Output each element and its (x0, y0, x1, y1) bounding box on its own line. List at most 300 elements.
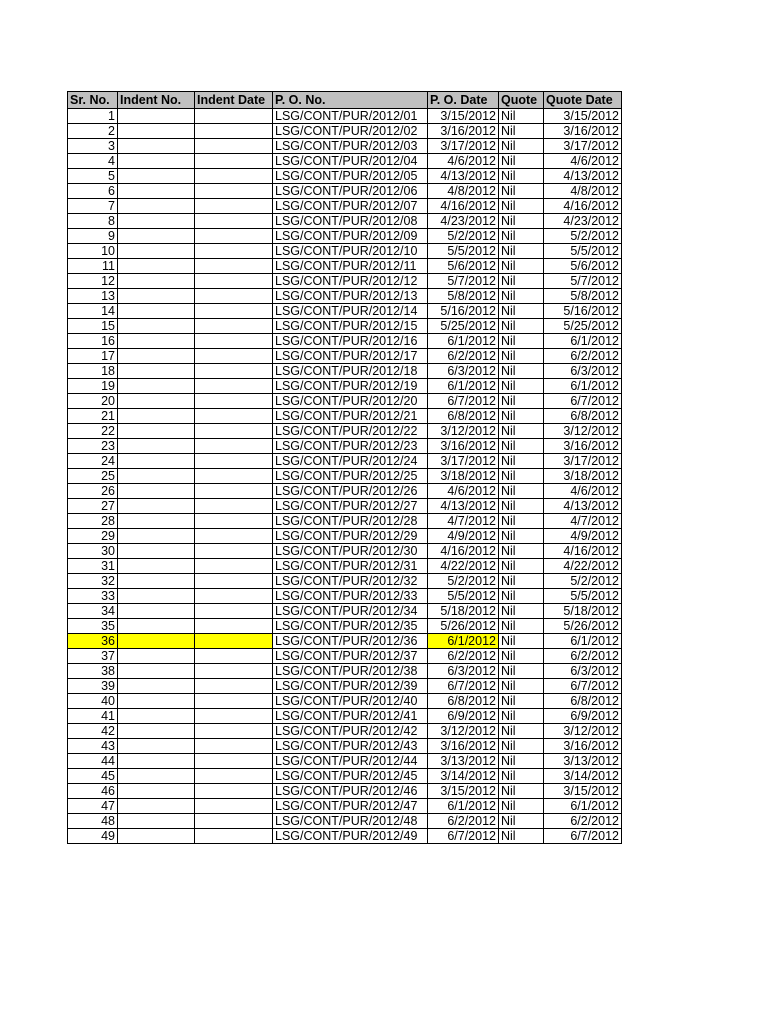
cell-sr-no[interactable]: 12 (68, 274, 118, 289)
cell-sr-no[interactable]: 43 (68, 739, 118, 754)
cell-po-date[interactable]: 3/13/2012 (428, 754, 499, 769)
cell-po-date[interactable]: 4/6/2012 (428, 154, 499, 169)
cell-sr-no[interactable]: 14 (68, 304, 118, 319)
cell-po-no[interactable]: LSG/CONT/PUR/2012/07 (273, 199, 428, 214)
cell-indent-no[interactable] (118, 709, 195, 724)
cell-indent-date[interactable] (195, 394, 273, 409)
cell-po-no[interactable]: LSG/CONT/PUR/2012/21 (273, 409, 428, 424)
cell-indent-date[interactable] (195, 499, 273, 514)
cell-indent-no[interactable] (118, 829, 195, 844)
cell-sr-no[interactable]: 24 (68, 454, 118, 469)
cell-po-no[interactable]: LSG/CONT/PUR/2012/01 (273, 109, 428, 124)
cell-indent-no[interactable] (118, 244, 195, 259)
cell-po-date[interactable]: 3/17/2012 (428, 454, 499, 469)
cell-indent-date[interactable] (195, 769, 273, 784)
cell-quote[interactable]: Nil (499, 409, 544, 424)
cell-indent-date[interactable] (195, 649, 273, 664)
cell-quote-date[interactable]: 4/16/2012 (544, 199, 622, 214)
cell-sr-no[interactable]: 17 (68, 349, 118, 364)
cell-po-no[interactable]: LSG/CONT/PUR/2012/30 (273, 544, 428, 559)
cell-po-date[interactable]: 3/16/2012 (428, 124, 499, 139)
cell-quote[interactable]: Nil (499, 334, 544, 349)
cell-indent-date[interactable] (195, 259, 273, 274)
cell-indent-date[interactable] (195, 604, 273, 619)
cell-indent-no[interactable] (118, 379, 195, 394)
cell-sr-no[interactable]: 38 (68, 664, 118, 679)
cell-po-no[interactable]: LSG/CONT/PUR/2012/03 (273, 139, 428, 154)
cell-indent-no[interactable] (118, 664, 195, 679)
cell-indent-no[interactable] (118, 334, 195, 349)
cell-quote[interactable]: Nil (499, 349, 544, 364)
cell-quote[interactable]: Nil (499, 259, 544, 274)
cell-indent-date[interactable] (195, 544, 273, 559)
cell-quote[interactable]: Nil (499, 814, 544, 829)
cell-indent-no[interactable] (118, 544, 195, 559)
cell-po-date[interactable]: 5/18/2012 (428, 604, 499, 619)
cell-po-date[interactable]: 4/8/2012 (428, 184, 499, 199)
cell-indent-no[interactable] (118, 364, 195, 379)
cell-sr-no[interactable]: 46 (68, 784, 118, 799)
cell-indent-no[interactable] (118, 574, 195, 589)
cell-sr-no[interactable]: 13 (68, 289, 118, 304)
cell-po-no[interactable]: LSG/CONT/PUR/2012/24 (273, 454, 428, 469)
cell-quote[interactable]: Nil (499, 469, 544, 484)
cell-sr-no[interactable]: 8 (68, 214, 118, 229)
cell-quote[interactable]: Nil (499, 139, 544, 154)
cell-po-no[interactable]: LSG/CONT/PUR/2012/39 (273, 679, 428, 694)
cell-indent-no[interactable] (118, 679, 195, 694)
cell-po-date[interactable]: 6/7/2012 (428, 829, 499, 844)
cell-indent-no[interactable] (118, 124, 195, 139)
cell-quote-date[interactable]: 5/5/2012 (544, 589, 622, 604)
cell-indent-no[interactable] (118, 319, 195, 334)
cell-po-no[interactable]: LSG/CONT/PUR/2012/42 (273, 724, 428, 739)
cell-quote[interactable]: Nil (499, 754, 544, 769)
cell-po-date[interactable]: 3/12/2012 (428, 424, 499, 439)
cell-quote[interactable]: Nil (499, 124, 544, 139)
cell-po-date[interactable]: 4/22/2012 (428, 559, 499, 574)
cell-indent-date[interactable] (195, 559, 273, 574)
cell-sr-no[interactable]: 5 (68, 169, 118, 184)
cell-po-no[interactable]: LSG/CONT/PUR/2012/09 (273, 229, 428, 244)
cell-indent-date[interactable] (195, 814, 273, 829)
cell-po-no[interactable]: LSG/CONT/PUR/2012/12 (273, 274, 428, 289)
cell-quote[interactable]: Nil (499, 574, 544, 589)
cell-sr-no[interactable]: 25 (68, 469, 118, 484)
cell-po-date[interactable]: 6/1/2012 (428, 334, 499, 349)
cell-po-no[interactable]: LSG/CONT/PUR/2012/29 (273, 529, 428, 544)
cell-quote-date[interactable]: 6/1/2012 (544, 634, 622, 649)
cell-quote[interactable]: Nil (499, 604, 544, 619)
cell-po-date[interactable]: 6/2/2012 (428, 349, 499, 364)
cell-quote[interactable]: Nil (499, 709, 544, 724)
cell-sr-no[interactable]: 20 (68, 394, 118, 409)
cell-po-date[interactable]: 5/6/2012 (428, 259, 499, 274)
cell-po-date[interactable]: 6/1/2012 (428, 634, 499, 649)
cell-po-date[interactable]: 4/23/2012 (428, 214, 499, 229)
cell-po-no[interactable]: LSG/CONT/PUR/2012/26 (273, 484, 428, 499)
cell-indent-no[interactable] (118, 409, 195, 424)
cell-sr-no[interactable]: 48 (68, 814, 118, 829)
cell-sr-no[interactable]: 9 (68, 229, 118, 244)
cell-quote[interactable]: Nil (499, 319, 544, 334)
cell-indent-date[interactable] (195, 199, 273, 214)
cell-po-no[interactable]: LSG/CONT/PUR/2012/35 (273, 619, 428, 634)
cell-quote[interactable]: Nil (499, 694, 544, 709)
cell-po-date[interactable]: 3/16/2012 (428, 739, 499, 754)
cell-quote[interactable]: Nil (499, 829, 544, 844)
cell-indent-date[interactable] (195, 619, 273, 634)
cell-quote[interactable]: Nil (499, 169, 544, 184)
cell-indent-date[interactable] (195, 784, 273, 799)
cell-indent-date[interactable] (195, 679, 273, 694)
cell-sr-no[interactable]: 4 (68, 154, 118, 169)
cell-po-no[interactable]: LSG/CONT/PUR/2012/44 (273, 754, 428, 769)
cell-indent-date[interactable] (195, 514, 273, 529)
cell-indent-date[interactable] (195, 124, 273, 139)
cell-indent-no[interactable] (118, 274, 195, 289)
cell-sr-no[interactable]: 21 (68, 409, 118, 424)
cell-indent-no[interactable] (118, 604, 195, 619)
cell-sr-no[interactable]: 2 (68, 124, 118, 139)
cell-indent-date[interactable] (195, 634, 273, 649)
cell-indent-no[interactable] (118, 394, 195, 409)
cell-quote-date[interactable]: 3/15/2012 (544, 109, 622, 124)
cell-quote[interactable]: Nil (499, 244, 544, 259)
cell-po-date[interactable]: 3/15/2012 (428, 784, 499, 799)
cell-indent-date[interactable] (195, 739, 273, 754)
header-po-date[interactable]: P. O. Date (428, 92, 499, 109)
cell-quote[interactable]: Nil (499, 619, 544, 634)
cell-sr-no[interactable]: 32 (68, 574, 118, 589)
cell-quote-date[interactable]: 6/8/2012 (544, 694, 622, 709)
cell-quote[interactable]: Nil (499, 679, 544, 694)
cell-quote[interactable]: Nil (499, 304, 544, 319)
cell-indent-no[interactable] (118, 499, 195, 514)
cell-po-no[interactable]: LSG/CONT/PUR/2012/32 (273, 574, 428, 589)
cell-po-date[interactable]: 5/7/2012 (428, 274, 499, 289)
cell-quote-date[interactable]: 6/7/2012 (544, 679, 622, 694)
cell-sr-no[interactable]: 42 (68, 724, 118, 739)
cell-po-no[interactable]: LSG/CONT/PUR/2012/28 (273, 514, 428, 529)
cell-indent-date[interactable] (195, 139, 273, 154)
cell-indent-no[interactable] (118, 289, 195, 304)
cell-po-no[interactable]: LSG/CONT/PUR/2012/08 (273, 214, 428, 229)
cell-po-date[interactable]: 4/7/2012 (428, 514, 499, 529)
cell-quote-date[interactable]: 6/2/2012 (544, 814, 622, 829)
cell-quote[interactable]: Nil (499, 634, 544, 649)
cell-indent-date[interactable] (195, 829, 273, 844)
cell-quote-date[interactable]: 6/1/2012 (544, 379, 622, 394)
cell-quote[interactable]: Nil (499, 499, 544, 514)
cell-po-no[interactable]: LSG/CONT/PUR/2012/18 (273, 364, 428, 379)
cell-quote-date[interactable]: 3/12/2012 (544, 424, 622, 439)
cell-po-date[interactable]: 5/5/2012 (428, 244, 499, 259)
cell-sr-no[interactable]: 33 (68, 589, 118, 604)
cell-sr-no[interactable]: 37 (68, 649, 118, 664)
cell-po-no[interactable]: LSG/CONT/PUR/2012/13 (273, 289, 428, 304)
cell-po-date[interactable]: 3/17/2012 (428, 139, 499, 154)
cell-sr-no[interactable]: 49 (68, 829, 118, 844)
cell-sr-no[interactable]: 11 (68, 259, 118, 274)
cell-quote[interactable]: Nil (499, 289, 544, 304)
cell-quote-date[interactable]: 4/13/2012 (544, 499, 622, 514)
cell-quote-date[interactable]: 6/3/2012 (544, 664, 622, 679)
cell-quote-date[interactable]: 4/13/2012 (544, 169, 622, 184)
cell-po-no[interactable]: LSG/CONT/PUR/2012/41 (273, 709, 428, 724)
cell-indent-date[interactable] (195, 484, 273, 499)
cell-quote[interactable]: Nil (499, 484, 544, 499)
cell-quote-date[interactable]: 6/7/2012 (544, 394, 622, 409)
cell-po-no[interactable]: LSG/CONT/PUR/2012/48 (273, 814, 428, 829)
cell-indent-no[interactable] (118, 214, 195, 229)
cell-po-date[interactable]: 6/8/2012 (428, 694, 499, 709)
cell-quote[interactable]: Nil (499, 559, 544, 574)
cell-po-date[interactable]: 6/7/2012 (428, 679, 499, 694)
cell-indent-date[interactable] (195, 664, 273, 679)
cell-quote[interactable]: Nil (499, 364, 544, 379)
cell-quote-date[interactable]: 4/9/2012 (544, 529, 622, 544)
cell-quote[interactable]: Nil (499, 739, 544, 754)
cell-indent-no[interactable] (118, 199, 195, 214)
cell-indent-no[interactable] (118, 259, 195, 274)
cell-indent-no[interactable] (118, 589, 195, 604)
cell-quote-date[interactable]: 5/25/2012 (544, 319, 622, 334)
cell-po-no[interactable]: LSG/CONT/PUR/2012/40 (273, 694, 428, 709)
cell-po-date[interactable]: 3/16/2012 (428, 439, 499, 454)
cell-quote[interactable]: Nil (499, 109, 544, 124)
cell-po-no[interactable]: LSG/CONT/PUR/2012/16 (273, 334, 428, 349)
cell-po-date[interactable]: 4/9/2012 (428, 529, 499, 544)
cell-po-no[interactable]: LSG/CONT/PUR/2012/04 (273, 154, 428, 169)
cell-indent-date[interactable] (195, 589, 273, 604)
cell-sr-no[interactable]: 40 (68, 694, 118, 709)
cell-indent-no[interactable] (118, 559, 195, 574)
cell-indent-date[interactable] (195, 439, 273, 454)
cell-indent-no[interactable] (118, 349, 195, 364)
cell-po-date[interactable]: 6/3/2012 (428, 364, 499, 379)
cell-po-date[interactable]: 6/8/2012 (428, 409, 499, 424)
cell-quote[interactable]: Nil (499, 784, 544, 799)
cell-quote-date[interactable]: 4/6/2012 (544, 484, 622, 499)
cell-po-date[interactable]: 4/13/2012 (428, 499, 499, 514)
cell-sr-no[interactable]: 6 (68, 184, 118, 199)
cell-indent-no[interactable] (118, 169, 195, 184)
cell-sr-no[interactable]: 35 (68, 619, 118, 634)
cell-po-no[interactable]: LSG/CONT/PUR/2012/25 (273, 469, 428, 484)
cell-indent-no[interactable] (118, 784, 195, 799)
cell-indent-no[interactable] (118, 634, 195, 649)
cell-sr-no[interactable]: 3 (68, 139, 118, 154)
cell-quote-date[interactable]: 5/7/2012 (544, 274, 622, 289)
cell-indent-no[interactable] (118, 304, 195, 319)
cell-po-no[interactable]: LSG/CONT/PUR/2012/45 (273, 769, 428, 784)
cell-po-date[interactable]: 4/16/2012 (428, 544, 499, 559)
cell-quote-date[interactable]: 3/14/2012 (544, 769, 622, 784)
cell-quote-date[interactable]: 6/9/2012 (544, 709, 622, 724)
cell-indent-date[interactable] (195, 469, 273, 484)
cell-indent-no[interactable] (118, 769, 195, 784)
cell-po-no[interactable]: LSG/CONT/PUR/2012/33 (273, 589, 428, 604)
cell-quote-date[interactable]: 4/6/2012 (544, 154, 622, 169)
cell-quote-date[interactable]: 3/17/2012 (544, 454, 622, 469)
cell-quote[interactable]: Nil (499, 229, 544, 244)
cell-po-no[interactable]: LSG/CONT/PUR/2012/27 (273, 499, 428, 514)
cell-indent-date[interactable] (195, 694, 273, 709)
cell-indent-no[interactable] (118, 619, 195, 634)
cell-po-date[interactable]: 5/2/2012 (428, 229, 499, 244)
cell-indent-no[interactable] (118, 454, 195, 469)
cell-po-no[interactable]: LSG/CONT/PUR/2012/37 (273, 649, 428, 664)
cell-po-date[interactable]: 5/5/2012 (428, 589, 499, 604)
header-sr-no[interactable]: Sr. No. (68, 92, 118, 109)
cell-po-date[interactable]: 3/18/2012 (428, 469, 499, 484)
cell-quote[interactable]: Nil (499, 214, 544, 229)
cell-indent-date[interactable] (195, 454, 273, 469)
cell-sr-no[interactable]: 18 (68, 364, 118, 379)
cell-indent-no[interactable] (118, 739, 195, 754)
cell-po-date[interactable]: 6/9/2012 (428, 709, 499, 724)
cell-indent-date[interactable] (195, 424, 273, 439)
cell-indent-date[interactable] (195, 334, 273, 349)
cell-quote-date[interactable]: 3/16/2012 (544, 124, 622, 139)
cell-sr-no[interactable]: 15 (68, 319, 118, 334)
cell-sr-no[interactable]: 26 (68, 484, 118, 499)
cell-po-no[interactable]: LSG/CONT/PUR/2012/17 (273, 349, 428, 364)
cell-indent-date[interactable] (195, 574, 273, 589)
cell-po-no[interactable]: LSG/CONT/PUR/2012/11 (273, 259, 428, 274)
cell-indent-no[interactable] (118, 529, 195, 544)
cell-quote-date[interactable]: 5/2/2012 (544, 574, 622, 589)
cell-sr-no[interactable]: 22 (68, 424, 118, 439)
cell-sr-no[interactable]: 10 (68, 244, 118, 259)
cell-indent-date[interactable] (195, 349, 273, 364)
header-indent-no[interactable]: Indent No. (118, 92, 195, 109)
cell-quote[interactable]: Nil (499, 379, 544, 394)
cell-sr-no[interactable]: 30 (68, 544, 118, 559)
cell-sr-no[interactable]: 39 (68, 679, 118, 694)
cell-sr-no[interactable]: 7 (68, 199, 118, 214)
cell-quote[interactable]: Nil (499, 394, 544, 409)
cell-indent-no[interactable] (118, 424, 195, 439)
cell-quote-date[interactable]: 5/26/2012 (544, 619, 622, 634)
cell-po-date[interactable]: 4/16/2012 (428, 199, 499, 214)
cell-indent-no[interactable] (118, 484, 195, 499)
cell-quote-date[interactable]: 6/2/2012 (544, 349, 622, 364)
cell-quote-date[interactable]: 6/8/2012 (544, 409, 622, 424)
cell-indent-date[interactable] (195, 154, 273, 169)
cell-po-date[interactable]: 3/12/2012 (428, 724, 499, 739)
cell-po-date[interactable]: 5/26/2012 (428, 619, 499, 634)
cell-po-date[interactable]: 5/8/2012 (428, 289, 499, 304)
cell-quote[interactable]: Nil (499, 529, 544, 544)
cell-sr-no[interactable]: 41 (68, 709, 118, 724)
cell-indent-no[interactable] (118, 694, 195, 709)
cell-sr-no[interactable]: 27 (68, 499, 118, 514)
cell-sr-no[interactable]: 31 (68, 559, 118, 574)
cell-quote-date[interactable]: 5/2/2012 (544, 229, 622, 244)
cell-quote-date[interactable]: 5/8/2012 (544, 289, 622, 304)
cell-sr-no[interactable]: 23 (68, 439, 118, 454)
cell-indent-no[interactable] (118, 139, 195, 154)
cell-indent-no[interactable] (118, 109, 195, 124)
cell-quote[interactable]: Nil (499, 544, 544, 559)
cell-quote[interactable]: Nil (499, 589, 544, 604)
cell-indent-no[interactable] (118, 814, 195, 829)
cell-quote-date[interactable]: 4/7/2012 (544, 514, 622, 529)
cell-quote-date[interactable]: 5/6/2012 (544, 259, 622, 274)
cell-po-date[interactable]: 5/25/2012 (428, 319, 499, 334)
cell-quote-date[interactable]: 6/2/2012 (544, 649, 622, 664)
cell-quote[interactable]: Nil (499, 454, 544, 469)
cell-po-no[interactable]: LSG/CONT/PUR/2012/19 (273, 379, 428, 394)
cell-indent-date[interactable] (195, 274, 273, 289)
cell-po-no[interactable]: LSG/CONT/PUR/2012/20 (273, 394, 428, 409)
cell-sr-no[interactable]: 28 (68, 514, 118, 529)
cell-indent-no[interactable] (118, 469, 195, 484)
cell-po-date[interactable]: 6/3/2012 (428, 664, 499, 679)
cell-po-no[interactable]: LSG/CONT/PUR/2012/31 (273, 559, 428, 574)
cell-indent-no[interactable] (118, 154, 195, 169)
cell-po-no[interactable]: LSG/CONT/PUR/2012/14 (273, 304, 428, 319)
cell-quote-date[interactable]: 5/16/2012 (544, 304, 622, 319)
cell-po-no[interactable]: LSG/CONT/PUR/2012/34 (273, 604, 428, 619)
cell-sr-no[interactable]: 44 (68, 754, 118, 769)
cell-quote-date[interactable]: 6/1/2012 (544, 799, 622, 814)
cell-indent-no[interactable] (118, 184, 195, 199)
cell-po-date[interactable]: 6/7/2012 (428, 394, 499, 409)
cell-sr-no[interactable]: 29 (68, 529, 118, 544)
cell-indent-date[interactable] (195, 289, 273, 304)
cell-po-date[interactable]: 6/1/2012 (428, 799, 499, 814)
cell-po-no[interactable]: LSG/CONT/PUR/2012/06 (273, 184, 428, 199)
cell-quote-date[interactable]: 3/12/2012 (544, 724, 622, 739)
cell-po-no[interactable]: LSG/CONT/PUR/2012/10 (273, 244, 428, 259)
cell-quote-date[interactable]: 6/3/2012 (544, 364, 622, 379)
cell-indent-no[interactable] (118, 229, 195, 244)
cell-indent-date[interactable] (195, 409, 273, 424)
cell-sr-no[interactable]: 45 (68, 769, 118, 784)
cell-quote[interactable]: Nil (499, 769, 544, 784)
cell-po-no[interactable]: LSG/CONT/PUR/2012/36 (273, 634, 428, 649)
cell-indent-date[interactable] (195, 244, 273, 259)
cell-quote[interactable]: Nil (499, 664, 544, 679)
cell-quote-date[interactable]: 3/16/2012 (544, 739, 622, 754)
cell-indent-date[interactable] (195, 109, 273, 124)
cell-quote[interactable]: Nil (499, 799, 544, 814)
cell-po-no[interactable]: LSG/CONT/PUR/2012/02 (273, 124, 428, 139)
cell-po-date[interactable]: 3/15/2012 (428, 109, 499, 124)
cell-po-no[interactable]: LSG/CONT/PUR/2012/23 (273, 439, 428, 454)
cell-po-no[interactable]: LSG/CONT/PUR/2012/22 (273, 424, 428, 439)
cell-po-no[interactable]: LSG/CONT/PUR/2012/15 (273, 319, 428, 334)
cell-sr-no[interactable]: 1 (68, 109, 118, 124)
header-po-no[interactable]: P. O. No. (273, 92, 428, 109)
cell-quote[interactable]: Nil (499, 514, 544, 529)
cell-quote[interactable]: Nil (499, 424, 544, 439)
cell-indent-date[interactable] (195, 724, 273, 739)
cell-po-date[interactable]: 5/16/2012 (428, 304, 499, 319)
cell-quote-date[interactable]: 5/18/2012 (544, 604, 622, 619)
cell-indent-date[interactable] (195, 229, 273, 244)
cell-indent-date[interactable] (195, 214, 273, 229)
cell-indent-date[interactable] (195, 709, 273, 724)
cell-po-no[interactable]: LSG/CONT/PUR/2012/46 (273, 784, 428, 799)
cell-quote-date[interactable]: 3/16/2012 (544, 439, 622, 454)
cell-quote-date[interactable]: 4/16/2012 (544, 544, 622, 559)
cell-po-date[interactable]: 6/2/2012 (428, 814, 499, 829)
cell-indent-date[interactable] (195, 799, 273, 814)
